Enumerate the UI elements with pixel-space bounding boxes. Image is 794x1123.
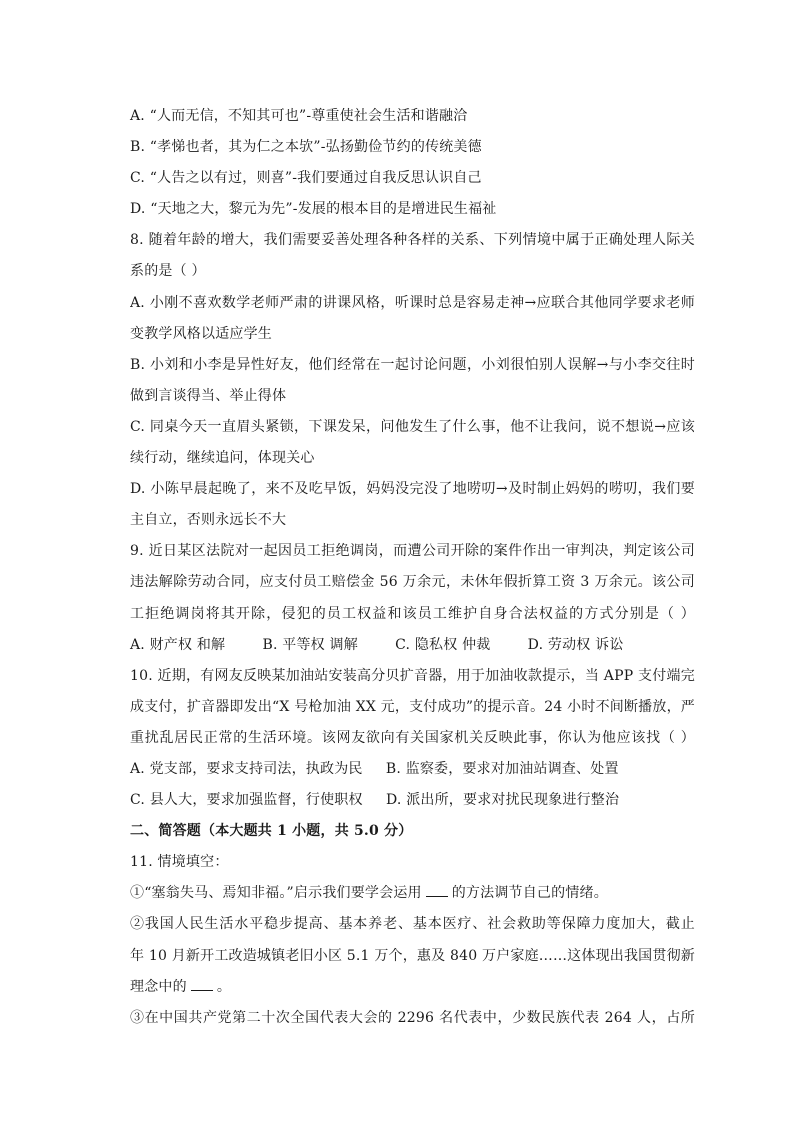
q10-stem-line-2: 成支付，扩音器即发出“X 号枪加油 XX 元，支付成功”的提示音。24 小时不间断播放，严	[130, 698, 695, 715]
q11-item-2-line-2: 年 10 月新开工改造城镇老旧小区 5.1 万个，惠及 840 万户家庭……这体现出我国贯彻新	[130, 947, 695, 964]
q9-stem-line-1: 9. 近日某区法院对一起因员工拒绝调岗，而遭公司开除的案件作出一审判决，判定该公司	[130, 543, 695, 560]
q11-item-3-line-1: ③在中国共产党第二十次全国代表大会的 2296 名代表中，少数民族代表 264 人，占所	[130, 1009, 695, 1026]
q7-option-d: D. “天地之大，黎元为先”-发展的根本目的是增进民生福祉	[130, 201, 497, 218]
q10-stem-line-3: 重扰乱居民正常的生活环境。该网友欲向有关国家机关反映此事，你认为他应该找（ ）	[130, 729, 695, 746]
q8-option-a-line-1: A. 小刚不喜欢数学老师严肃的讲课风格，听课时总是容易走神→应联合其他同学要求老师	[130, 294, 695, 311]
section-heading-short-answer: 二、简答题（本大题共 1 小题，共 5.0 分）	[130, 823, 413, 840]
q11-stem: 11. 情境填空：	[130, 854, 229, 871]
q10-options-cd: C. 县人大，要求加强监督，行使职权 D. 派出所，要求对扰民现象进行整治	[130, 792, 620, 809]
page-content	[130, 101, 695, 1034]
q8-option-d-line-2: 主自立，否则永远长不大	[130, 512, 287, 529]
q9-stem-line-2: 违法解除劳动合同，应支付员工赔偿金 56 万余元，未休年假折算工资 3 万余元。该公司	[130, 574, 695, 591]
q8-option-c-line-2: 续行动，继续追问，体现关心	[130, 450, 315, 467]
q7-option-c: C. “人告之以有过，则喜”-我们要通过自我反思认识自己	[130, 170, 482, 187]
q11-item-2-line-3	[130, 972, 695, 1003]
answer-blank[interactable]	[191, 978, 213, 991]
q9-options: A. 财产权 和解 B. 平等权 调解 C. 隐私权 仲裁 D. 劳动权 诉讼	[130, 636, 624, 653]
q9-stem-line-3: 工拒绝调岗将其开除，侵犯的员工权益和该员工维护自身合法权益的方式分别是（ ）	[130, 605, 695, 622]
q11-item-2-text-before: 理念中的	[130, 978, 187, 995]
q11-item-2-line-1: ②我国人民生活水平稳步提高、基本养老、基本医疗、社会救助等保障力度加大，截止	[130, 916, 695, 933]
q11-item-1-text-before: ①“塞翁失马、焉知非福。”启示我们要学会运用	[130, 885, 422, 902]
q8-option-a-line-2: 变教学风格以适应学生	[130, 325, 272, 342]
q7-option-b: B. “孝悌也者，其为仁之本欤”-弘扬勤俭节约的传统美德	[130, 139, 482, 156]
q7-option-a: A. “人而无信，不知其可也”-尊重使社会生活和谐融洽	[130, 108, 468, 124]
q8-stem-line-2: 系的是（ ）	[130, 263, 206, 280]
q10-options-ab: A. 党支部，要求支持司法，执政为民 B. 监察委，要求对加油站调查、处置	[130, 760, 619, 777]
q8-option-b-line-2: 做到言谈得当、举止得体	[130, 387, 287, 404]
q8-option-b-line-1: B. 小刘和小李是异性好友，他们经常在一起讨论问题，小刘很怕别人误解→与小李交往时	[130, 356, 695, 373]
q8-stem-line-1: 8. 随着年龄的增大，我们需要妥善处理各种各样的关系、下列情境中属于正确处理人际关	[130, 232, 695, 249]
q10-stem-line-1: 10. 近期，有网友反映某加油站安装高分贝扩音器，用于加油收款提示，当 APP 支付端完	[130, 667, 695, 684]
q8-option-d-line-1: D. 小陈早晨起晚了，来不及吃早饭，妈妈没完没了地唠叨→及时制止妈妈的唠叨，我们要	[130, 481, 695, 498]
q11-item-2-text-after: 。	[216, 978, 232, 995]
q11-item-1-text-after: 的方法调节自己的情绪。	[451, 885, 608, 902]
q11-item-1	[130, 878, 695, 909]
q8-option-c-line-1: C. 同桌今天一直眉头紧锁，下课发呆，问他发生了什么事，他不让我问，说不想说→应该	[130, 418, 695, 435]
answer-blank[interactable]	[426, 884, 448, 897]
